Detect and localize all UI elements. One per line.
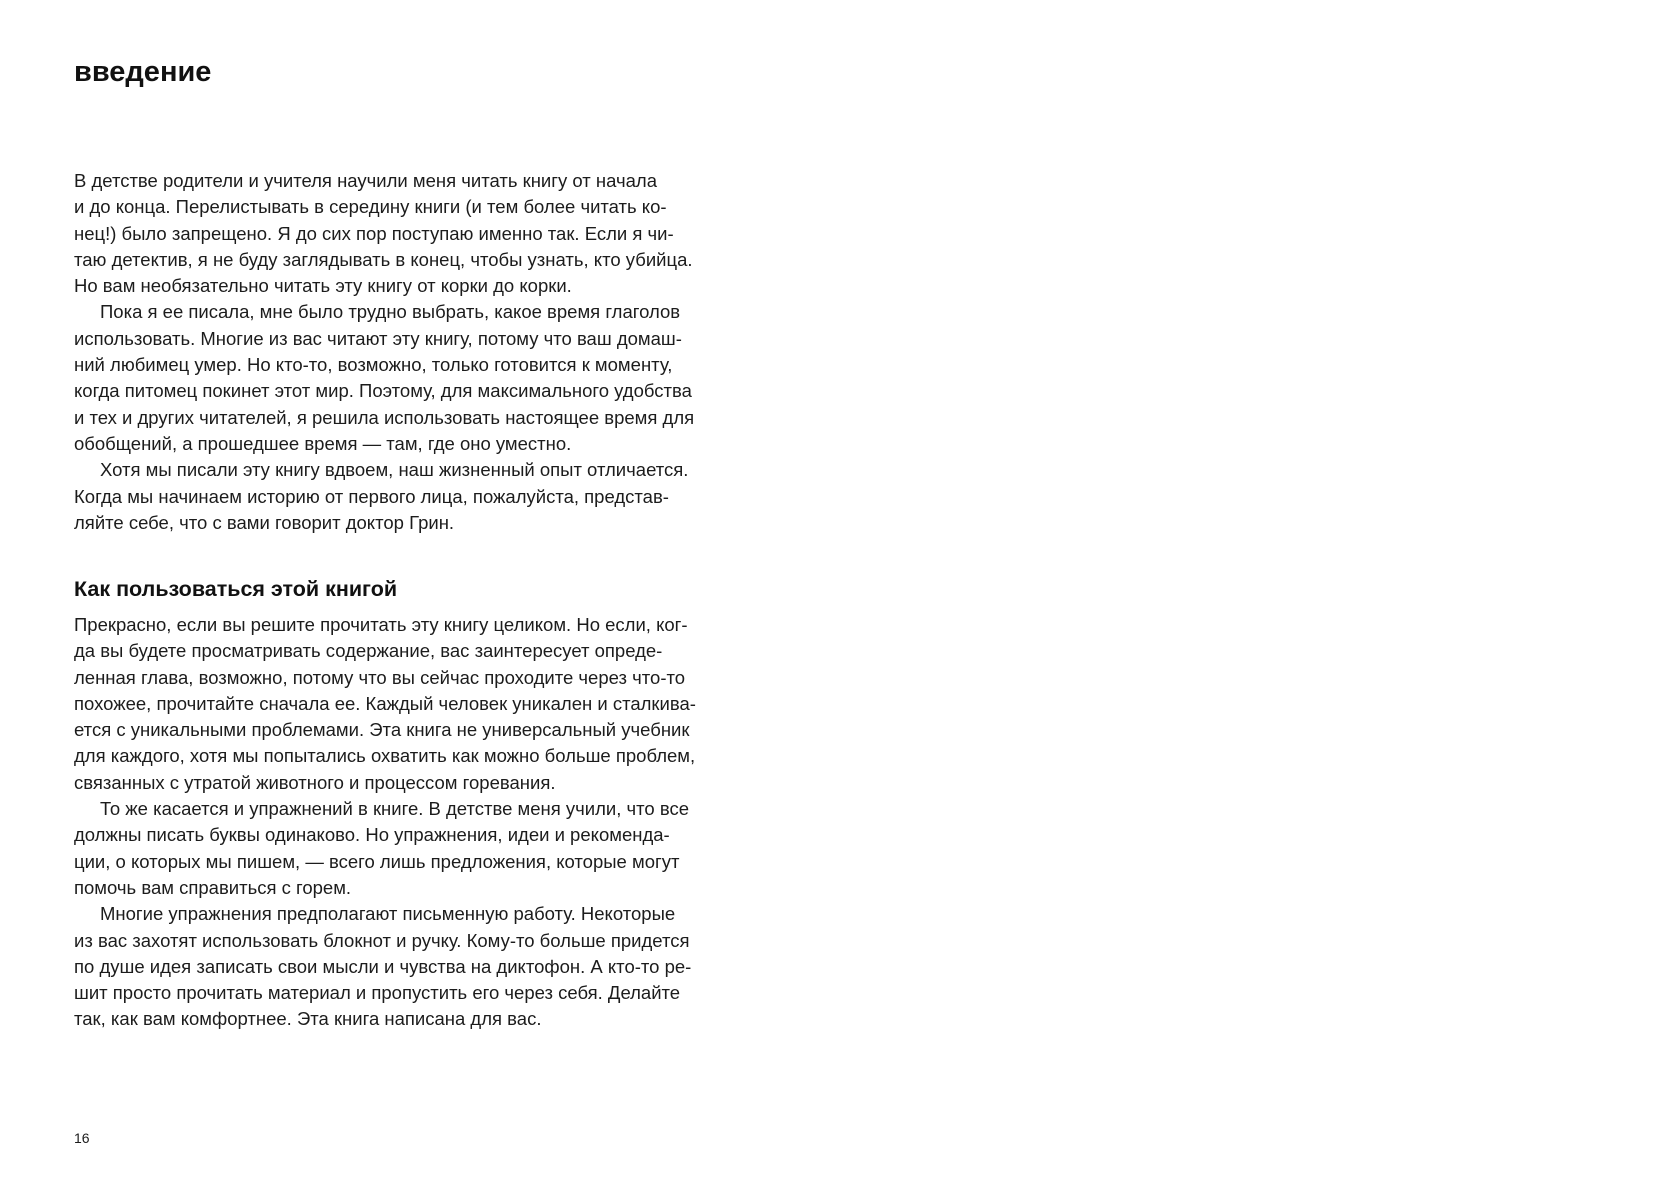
text-line: из вас захотят использовать блокнот и ручку. Кому-то больше придется (74, 929, 690, 951)
text-line: по душе идея записать свои мысли и чувства на диктофон. А кто-то ре- (74, 955, 692, 977)
text-line: когда питомец покинет этот мир. Поэтому, для максимального удобства (74, 380, 692, 402)
text-line: связанных с утратой животного и процессом горевания. (74, 771, 556, 793)
text-line: и до конца. Перелистывать в середину книги (и тем более читать ко- (74, 196, 667, 218)
intro-text-block (74, 168, 774, 536)
text-line: Прекрасно, если вы решите прочитать эту книгу целиком. Но если, ког- (74, 614, 688, 635)
text-line: шит просто прочитать материал и пропустить его через себя. Делайте (74, 982, 681, 1004)
text-line: ляйте себе, что с вами говорит доктор Грин. (74, 511, 455, 533)
text-line: использовать. Многие из вас читают эту книгу, потому что ваш домаш- (74, 327, 682, 349)
text-line: Хотя мы писали эту книгу вдвоем, наш жизненный опыт отличается. (100, 459, 689, 481)
text-line: обобщений, а прошедшее время — там, где оно уместно. (74, 432, 572, 454)
chapter-title: введение (74, 56, 212, 88)
text-line: да вы будете просматривать содержание, вас заинтересует опреде- (74, 640, 663, 662)
how-to-use-text-block (74, 612, 774, 1033)
text-line: для каждого, хотя мы попытались охватить как можно больше проблем, (74, 745, 696, 767)
text-line: помочь вам справиться с горем. (74, 876, 352, 898)
text-line: Многие упражнения предполагают письменную работу. Некоторые (100, 903, 676, 925)
text-line: ции, о которых мы пишем, — всего лишь предложения, которые могут (74, 850, 680, 872)
section-heading: Как пользоваться этой книгой (74, 577, 398, 601)
text-line: таю детектив, я не буду заглядывать в конец, чтобы узнать, кто убийца. (74, 248, 693, 270)
text-line: Пока я ее писала, мне было трудно выбрать, какое время глаголов (100, 301, 681, 323)
text-line: Когда мы начинаем историю от первого лица, пожалуйста, представ- (74, 485, 669, 507)
text-line: и тех и других читателей, я решила использовать настоящее время для (74, 406, 695, 428)
text-line: В детстве родители и учителя научили меня читать книгу от начала (74, 170, 658, 191)
page-number: 16 (74, 1130, 90, 1146)
text-line: похожее, прочитайте сначала ее. Каждый человек уникален и сталкива- (74, 692, 696, 714)
text-line: нец!) было запрещено. Я до сих пор поступаю именно так. Если я чи- (74, 222, 674, 244)
text-line: То же касается и упражнений в книге. В детстве меня учили, что все (100, 798, 690, 820)
text-line: так, как вам комфортнее. Эта книга написана для вас. (74, 1008, 542, 1030)
text-line: Но вам необязательно читать эту книгу от корки до корки. (74, 275, 572, 297)
text-line: ний любимец умер. Но кто-то, возможно, только готовится к моменту, (74, 354, 673, 376)
text-line: ленная глава, возможно, потому что вы сейчас проходите через что-то (74, 666, 686, 688)
text-line: ется с уникальными проблемами. Эта книга не универсальный учебник (74, 719, 690, 741)
text-line: должны писать буквы одинаково. Но упражнения, идеи и рекоменда- (74, 824, 670, 846)
